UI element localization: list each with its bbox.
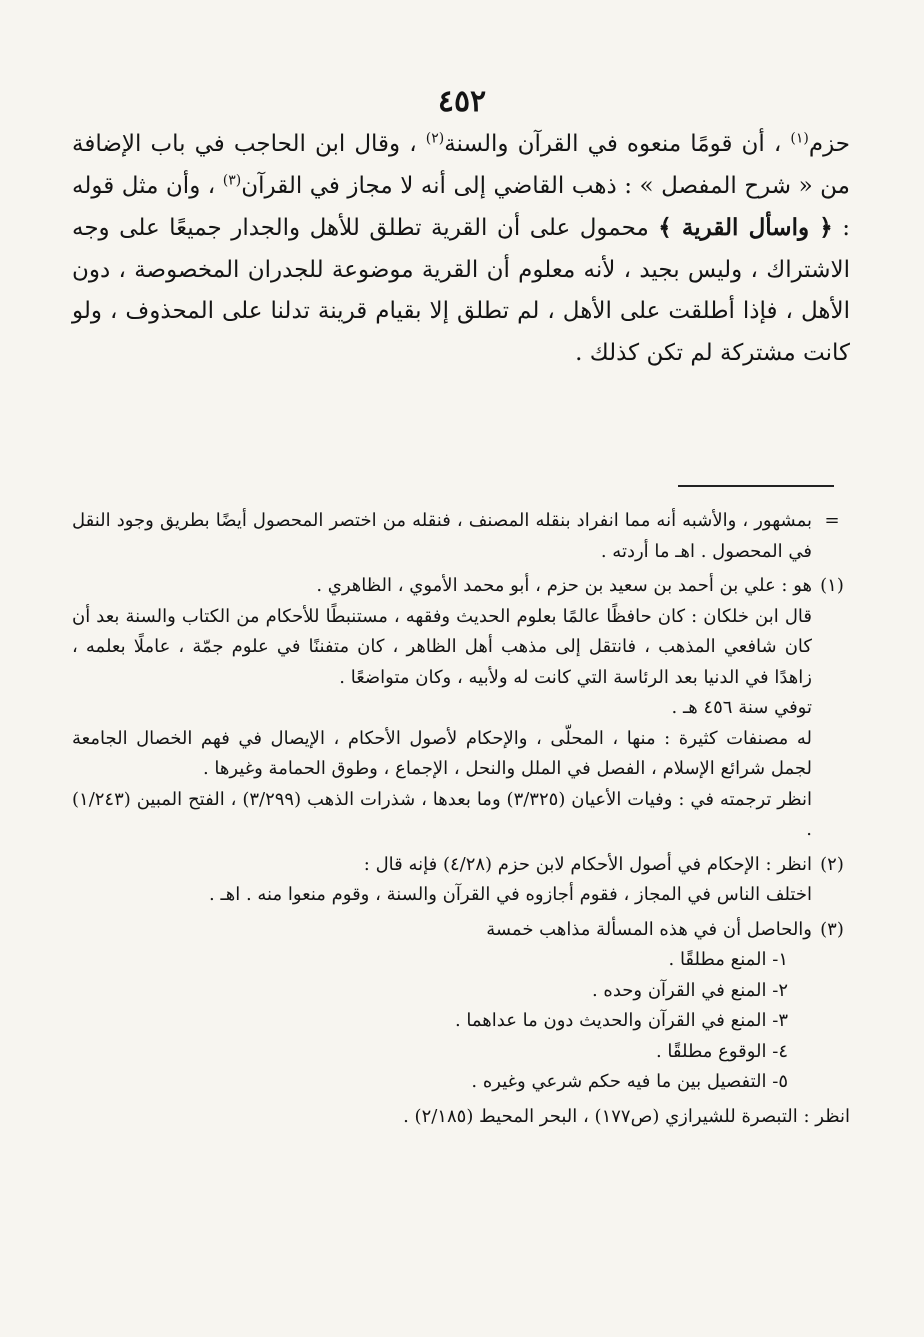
footnote-1-para5: انظر ترجمته في : وفيات الأعيان (٣/٣٢٥) وما بعدها ، شذرات الذهب (٣/٢٩٩) ، الفتح المبين (١/٢٤٣) . [72,788,813,840]
list-item: ١- المنع مطلقًا . [668,949,788,970]
continuation-text: بمشهور ، والأشبه أنه مما انفراد بنقله المصنف ، فنقله من اختصر المحصول أيضًا بطريق وجود النقل في المحصول . اهـ ما أردته . [72,510,812,562]
main-text-part-5: محمول على أن القرية تطلق للأهل والجدار جميعًا على وجه الاشتراك ، وليس بجيد ، لأنه معلوم أن القرية موضوعة للجدران المخصوصة ، دون الأهل ، فإذا أطلقت على الأهل ، لم تطلق إلا بقيام قرينة تدلنا على المحذوف ، ولو كانت مشتركة لم تكن كذلك . [72,215,850,366]
footnote-1 [72,571,850,846]
footnote-3-marker: (٣) [820,918,844,940]
footnote-2 [72,850,850,911]
list-item: ٥- التفصيل بين ما فيه حكم شرعي وغيره . [471,1071,788,1092]
main-text [72,124,850,375]
list-item: ٤- الوقوع مطلقًا . [655,1040,788,1062]
footnote-3-source-block [72,1102,850,1133]
main-text-part-2: ، أن قومًا منعوه في القرآن والسنة [444,131,782,157]
footnote-ref-1[interactable]: (١) [790,130,809,147]
footnotes-section [72,506,850,1136]
footnote-separator [678,485,834,487]
footnote-3-line1: والحاصل أن في هذه المسألة مذاهب خمسة [486,918,812,940]
main-text-part-3: ، وقال ابن الحاجب في باب الإضافة من « شرح المفصل » : ذهب القاضي إلى أنه لا مجاز في القرآن [72,131,850,199]
footnote-3 [72,915,850,1098]
footnote-1-line1: هو : علي بن أحمد بن سعيد بن حزم ، أبو محمد الأموي ، الظاهري . [316,575,812,596]
main-text-part-1: حزم [808,131,851,157]
footnote-continuation [72,506,850,567]
footnote-2-marker: (٢) [820,853,844,875]
page-number: ٤٥٢ [437,84,487,119]
list-item: ٢- المنع في القرآن وحده . [591,979,788,1001]
main-text-part-4: ، وأن مثل قوله : [72,172,850,242]
footnote-1-para4: له مصنفات كثيرة : منها ، المحلّى ، والإحكام لأصول الأحكام ، الإيصال في فهم الخصال الجامعة لجمل شرائع الإسلام ، الفصل في الملل والنحل ، الإجماع ، وطوق الحمامة وغيرها . [72,727,812,779]
footnote-2-line1: انظر : الإحكام في أصول الأحكام لابن حزم (٤/٢٨) فإنه قال : [363,853,812,875]
footnote-1-para2: قال ابن خلكان : كان حافظًا عالمًا بعلوم الحديث وفقهه ، مستنبطًا للأحكام من الكتاب والسنة بعد أن كان شافعي المذهب ، فانتقل إلى مذهب أهل الظاهر ، كان متفننًا في علوم جمّة ، عاملًا بعلمه ، زاهدًا في الدنيا بعد الرئاسة التي كانت له ولأبيه ، وكان متواضعًا . [72,605,812,688]
footnote-ref-3[interactable]: (٣) [222,171,242,188]
footnote-ref-2[interactable]: (٢) [425,130,445,147]
footnote-1-para3: توفي سنة ٤٥٦ هـ . [671,697,812,718]
main-paragraph [72,124,850,375]
footnote-1-marker: (١) [820,575,844,596]
list-item: ٣- المنع في القرآن والحديث دون ما عداهما . [454,1010,788,1031]
quran-verse: ﴿ واسأل القرية ﴾ [658,214,833,242]
continuation-marker: = [824,510,840,531]
footnote-3-source: انظر : التبصرة للشيرازي (ص١٧٧) ، البحر المحيط (٢/١٨٥) . [403,1105,850,1127]
footnote-2-para2: اختلف الناس في المجاز ، فقوم أجازوه في القرآن والسنة ، وقوم منعوا منه . اهـ . [209,884,812,905]
